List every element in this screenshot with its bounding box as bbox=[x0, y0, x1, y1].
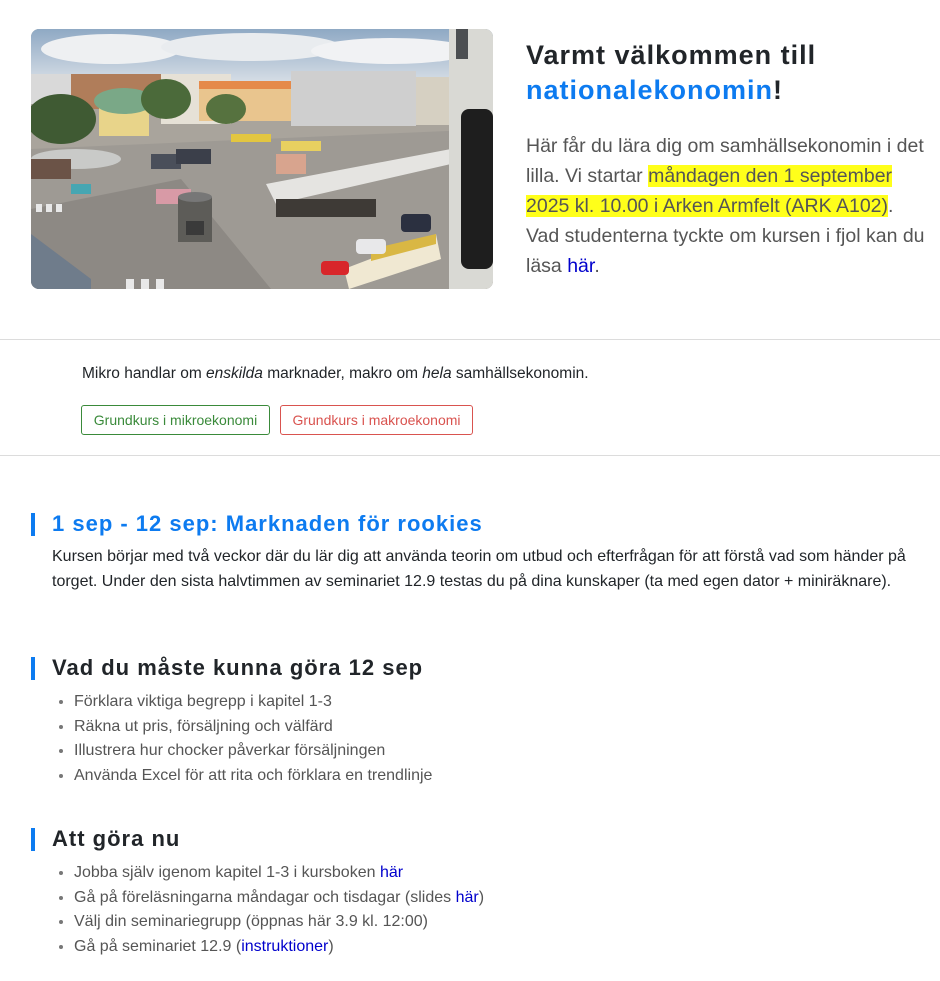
todo-end: ) bbox=[328, 937, 334, 955]
section-heading-text: 1 sep - 12 sep: Marknaden för rookies bbox=[52, 511, 483, 536]
slides-link[interactable]: här bbox=[455, 888, 479, 906]
mm-text-1: Mikro handlar om bbox=[82, 365, 207, 382]
accent-bar bbox=[31, 828, 35, 851]
learning-goals-list bbox=[31, 690, 921, 788]
section-market-rookies bbox=[31, 510, 921, 594]
hero-section bbox=[0, 0, 940, 339]
todo-text: Gå på föreläsningarna måndagar och tisdagar (slides bbox=[74, 888, 456, 906]
instructions-link[interactable]: instruktioner bbox=[241, 937, 329, 955]
accent-bar bbox=[31, 513, 35, 536]
list-item: • Illustrera hur chocker påverkar försäljningen bbox=[74, 739, 921, 764]
todo-list bbox=[31, 861, 921, 959]
title-brand: nationalekonomin bbox=[526, 75, 774, 105]
divider bbox=[0, 339, 940, 340]
section-heading-text: Vad du måste kunna göra 12 sep bbox=[52, 655, 424, 680]
start-date-highlight: måndagen den 1 september 2025 kl. 10.00 i Arken Armfelt (ARK A102) bbox=[526, 165, 893, 217]
section-heading bbox=[31, 654, 921, 682]
mm-emphasis-1: enskilda bbox=[206, 365, 263, 382]
micro-macro-description bbox=[82, 365, 589, 383]
list-item bbox=[74, 935, 921, 960]
title-end: ! bbox=[773, 75, 784, 105]
feedback-link[interactable]: här bbox=[567, 255, 595, 277]
section-heading bbox=[31, 825, 921, 853]
intro-text: Här får du lära dig om samhällsekonomin i det lilla. Vi startar bbox=[526, 135, 924, 187]
micro-course-button[interactable]: Grundkurs i mikroekonomi bbox=[81, 405, 270, 435]
list-item bbox=[74, 886, 921, 911]
page-title bbox=[526, 38, 926, 108]
list-item: • Förklara viktiga begrepp i kapitel 1-3 bbox=[74, 690, 921, 715]
market-square-photo bbox=[31, 29, 493, 289]
section-learning-goals bbox=[31, 654, 921, 788]
title-text: Varmt välkommen till bbox=[526, 40, 817, 70]
todo-text: Jobba själv igenom kapitel 1-3 i kursboken bbox=[74, 864, 380, 881]
todo-text: Gå på seminariet 12.9 ( bbox=[74, 937, 242, 955]
mm-text-3: samhällsekonomin. bbox=[451, 365, 589, 382]
section-heading-text: Att göra nu bbox=[52, 826, 181, 851]
intro-paragraph bbox=[526, 131, 926, 281]
list-item bbox=[74, 861, 921, 886]
mm-emphasis-2: hela bbox=[422, 365, 452, 382]
list-item bbox=[74, 910, 921, 935]
coursebook-link[interactable]: här bbox=[379, 864, 404, 881]
divider bbox=[0, 455, 940, 456]
list-item: • Använda Excel för att rita och förklara en trendlinje bbox=[74, 764, 921, 789]
intro-end: . bbox=[594, 255, 600, 277]
mm-text-2: marknader, makro om bbox=[262, 365, 423, 382]
todo-text: Välj din seminariegrupp (öppnas här 3.9 kl. 12:00) bbox=[74, 913, 428, 931]
todo-end: ) bbox=[478, 888, 485, 906]
macro-course-button[interactable]: Grundkurs i makroekonomi bbox=[280, 405, 473, 435]
hero-text-block bbox=[526, 38, 926, 281]
section-description: Kursen börjar med två veckor där du lär dig att använda teorin om utbud och efterfrågan för att förstå vad som händer på torget. Under den sista halvtimmen av seminariet 12.9 testas du på dina kunskaper (ta med egen dator + miniräknare). bbox=[52, 548, 906, 590]
section-heading bbox=[31, 510, 921, 538]
section-todo-now bbox=[31, 825, 921, 959]
list-item: • Räkna ut pris, försäljning och välfärd bbox=[74, 715, 921, 740]
accent-bar bbox=[31, 657, 35, 680]
intro-text-2: . Vad studenterna tyckte om kursen i fjol kan du läsa bbox=[526, 195, 925, 277]
